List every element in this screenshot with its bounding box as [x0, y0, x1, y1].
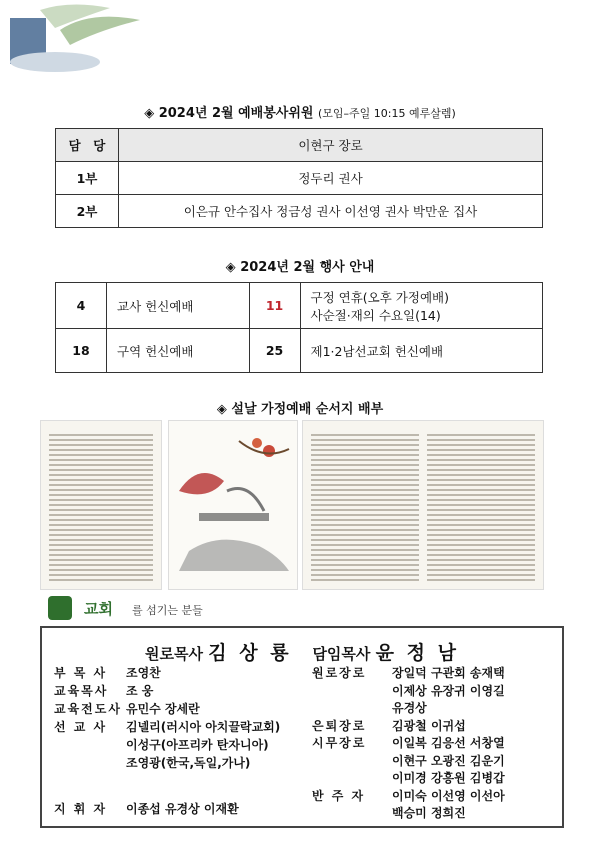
staff-row — [312, 787, 505, 804]
staff-names: 김넬리(러시아 아치끌락교회) — [126, 720, 281, 734]
church-title: 교회 — [84, 600, 113, 618]
section-title-new-year: ◈ 설날 가정예배 순서지 배부 — [216, 402, 384, 417]
event-line: 구정 연휴(오후 가정예배) — [310, 289, 449, 305]
staff-names: 이현구 오광진 김운기 — [392, 753, 505, 768]
senior-pastor-name: 윤 정 남 — [375, 642, 459, 664]
staff-names: 김광철 이귀섭 — [392, 718, 466, 733]
staff-row — [54, 754, 250, 771]
staff-role: 교육전도사 — [54, 702, 122, 716]
staff-role: 부 목 사 — [54, 666, 108, 680]
event-name: 제1·2남선교회 헌신예배 — [300, 329, 542, 373]
staff-role: 선 교 사 — [54, 720, 108, 734]
event-date: 11 — [249, 283, 300, 329]
row-value: 이현구 장로 — [119, 129, 543, 162]
staff-role: 반 주 자 — [312, 788, 366, 803]
staff-names: 이제상 유장귀 이영길 — [392, 683, 505, 698]
olive-leaf-icon — [48, 596, 72, 620]
staff-names: 이일복 김응선 서창열 — [392, 736, 505, 750]
event-date: 4 — [56, 283, 107, 329]
staff-row — [54, 800, 239, 817]
table-row — [56, 283, 543, 329]
staff-names: 유민수 장세란 — [126, 702, 200, 716]
table-row — [56, 162, 543, 195]
row-label: 2부 — [56, 195, 119, 228]
emeritus-pastor-name: 김 상 룡 — [208, 642, 292, 664]
event-line: 사순절·재의 수요일(14) — [310, 307, 441, 323]
staff-row — [54, 718, 280, 735]
event-name: 구역 헌신예배 — [107, 329, 250, 373]
staff-role: 원로장로 — [312, 666, 367, 680]
service-committee-table — [55, 128, 543, 228]
section3-title-text: 설날 가정예배 순서지 배부 — [231, 402, 384, 417]
church-subtitle: 를 섬기는 분들 — [132, 604, 203, 617]
staff-row — [312, 752, 505, 769]
staff-role: 은퇴장로 — [312, 718, 367, 733]
staff-names: 조영찬 — [126, 666, 161, 680]
event-name — [300, 283, 542, 329]
staff-row — [312, 717, 466, 734]
row-value: 정두리 권사 — [119, 162, 543, 195]
staff-row — [312, 734, 505, 751]
row-label: 1부 — [56, 162, 119, 195]
event-name: 교사 헌신예배 — [107, 283, 250, 329]
decorative-corner-image — [0, 0, 150, 80]
section2-title-text: 2024년 2월 행사 안내 — [240, 260, 375, 275]
staff-names: 장일덕 구관회 송재택 — [392, 666, 505, 680]
worship-order-cover-image — [168, 420, 298, 590]
worship-order-page-1 — [40, 420, 162, 590]
section-title-events: ◈ 2024년 2월 행사 안내 — [225, 260, 375, 275]
staff-row — [54, 700, 200, 717]
staff-role: 시무장로 — [312, 736, 367, 750]
worship-order-page-2 — [302, 420, 544, 590]
church-staff-header — [40, 596, 560, 622]
row-label: 담 당 — [56, 129, 119, 162]
table-row — [56, 329, 543, 373]
pastors-heading — [42, 638, 562, 665]
staff-row — [312, 769, 505, 786]
staff-row — [312, 682, 505, 699]
church-staff-box — [40, 626, 564, 828]
staff-names: 유경상 — [392, 701, 427, 715]
staff-names: 조 웅 — [126, 684, 154, 698]
event-date: 25 — [249, 329, 300, 373]
staff-row — [312, 664, 505, 681]
table-row — [56, 129, 543, 162]
section-title-service: ◈ 2024년 2월 예배봉사위원 (모임–주일 10:15 예루살렘) — [144, 106, 456, 121]
staff-row — [312, 804, 466, 821]
staff-names: 이미경 강흥원 김병갑 — [392, 771, 505, 785]
emeritus-pastor-label: 원로목사 — [145, 645, 204, 663]
staff-row — [54, 736, 269, 753]
staff-names: 백승미 정희진 — [392, 806, 466, 820]
section1-title-text: 2024년 2월 예배봉사위원 — [158, 106, 314, 121]
staff-row — [312, 699, 427, 716]
staff-names: 이미숙 이선영 이선아 — [392, 788, 505, 803]
staff-role: 지 휘 자 — [54, 802, 108, 816]
event-date: 18 — [56, 329, 107, 373]
staff-names: 이종섭 유경상 이재환 — [126, 802, 239, 816]
seollal-cover-art — [169, 421, 297, 589]
section1-subtitle: (모임–주일 10:15 예루살렘) — [318, 107, 456, 120]
staff-row — [54, 664, 161, 681]
table-row — [56, 195, 543, 228]
staff-row — [54, 682, 153, 699]
senior-pastor-label: 담임목사 — [312, 645, 371, 663]
staff-names: 조영광(한국,독일,가나) — [126, 756, 251, 770]
staff-names: 이성구(아프리카 탄자니아) — [126, 738, 269, 752]
events-table — [55, 282, 543, 373]
row-value: 이은규 안수집사 정금성 권사 이선영 권사 박만운 집사 — [119, 195, 543, 228]
staff-role: 교육목사 — [54, 684, 109, 698]
